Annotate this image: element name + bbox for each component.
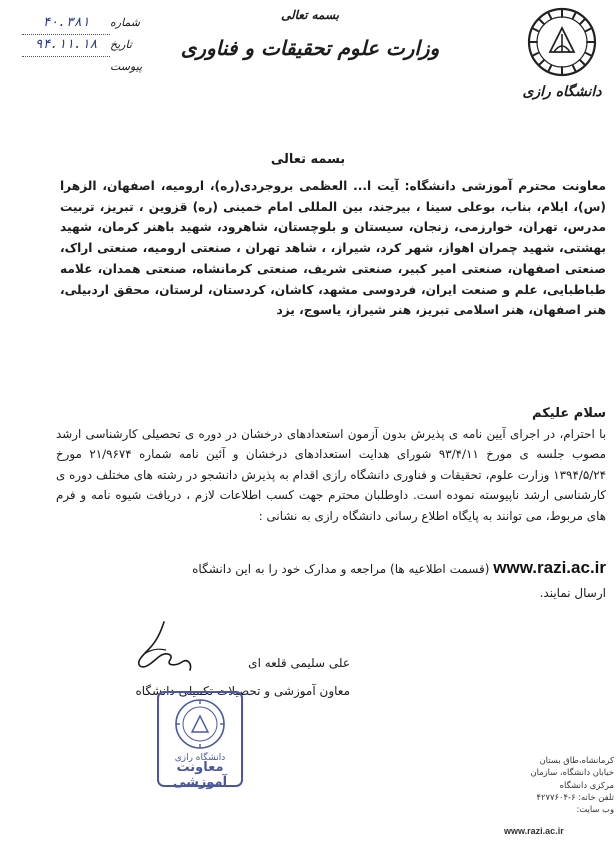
letter-body: با احترام، در اجرای آیین نامه ی پذیرش بدون آزمون استعدادهای درخشان در دوره ی تحصیلی کارشناسی ارشد مصوب جلسه ی مورخ ۹۳/۴/۱۱ شورای هدایت استعدادهای درخشان و آئین نامه شماره ۲۱/۹۶۷۴ مورخ ۱۳۹۴/۵/۲۴ وزارت علوم، تحقیقات و فناوری دانشگاه رازی اقدام به پذیرش دانشجو در رشته های مختلف دوره ی کارشناسی ارشد ناپیوسته نموده است. داوطلبان محترم جهت کسب اطلاعات لازم ، دریافت شیوه نامه و فرم های مربوط، می توانند به پایگاه اطلاع رسانی دانشگاه رازی به نشانی :	[56, 427, 606, 523]
letter-link-suffix: (قسمت اطلاعیه ها) مراجعه و مدارک خود را به این دانشگاه	[192, 562, 490, 576]
university-website-link[interactable]: www.razi.ac.ir	[493, 558, 606, 577]
ministry-name: وزارت علوم تحقیقات و فناوری	[180, 36, 440, 60]
letter-attachment	[22, 56, 110, 57]
letter-meta	[22, 12, 142, 78]
letter-attachment-label: پیوست	[110, 60, 143, 73]
letter-number: ۴۰.۳۸۱	[22, 12, 110, 35]
university-name: دانشگاه رازی	[522, 84, 602, 100]
letter-recipients: معاونت محترم آموزشی دانشگاه: آیت ا... العظمی بروجردی(ره)، ارومیه، اصفهان، الزهرا (س)، ایلام، بناب، بوعلی سینا ، بیرجند، بین المللی امام خمینی (ره) قزوین ، تبریز، تربیت مدرس، تهران، خوارزمی، زنجان، سیستان و بلوچستان، شاهرود، شهید باهنر کرمان، شهید بهشتی، شهید چمران اهواز، شهر کرد، شیراز، ، شاهد تهران ، صنعتی ارومیه، صنعتی اراک، صنعتی اصفهان، صنعتی امیر کبیر، صنعتی شریف، صنعتی کرمانشاه، صنعتی همدان، علامه طباطبایی، علم و صنعت ایران، فردوسی مشهد، کاشان، کردستان، لرستان، محقق اردبیلی، هنر اصفهان، هنر اسلامی تبریز، هنر شیراز، یاسوج، یزد	[60, 179, 606, 318]
letter-heading: بسمه تعالی	[270, 152, 346, 167]
signer-name: علی سلیمی قلعه ای	[248, 656, 350, 670]
university-branding	[520, 6, 604, 110]
footer-website[interactable]: www.razi.ac.ir	[504, 826, 564, 837]
letter-number-label: شماره	[110, 16, 141, 29]
letter-date-label: تاریخ	[110, 38, 132, 51]
signer-title: معاون آموزشی و تحصیلات تکمیلی دانشگاه	[135, 684, 350, 698]
stamp-label: معاونت آموزشی	[172, 760, 228, 790]
letter-link-line	[56, 555, 606, 582]
university-logo-icon	[526, 6, 598, 78]
footer-address	[504, 754, 614, 838]
meta-number-row	[22, 12, 142, 34]
footer-line: خیابان دانشگاه، سازمان	[530, 767, 614, 778]
footer-web-label: وب سایت:	[576, 804, 614, 815]
footer-line: کرمانشاه،طاق بستان	[539, 755, 614, 765]
footer-line: مرکزی دانشگاه	[559, 779, 614, 790]
meta-attachment-row	[22, 56, 142, 78]
letterhead	[180, 8, 440, 60]
letterhead-bismillah: بسمه تعالی	[280, 8, 340, 22]
letter-greeting: سلام علیکم	[532, 406, 606, 421]
footer-phone: تلفن خانه: ۶-۴۲۷۷۶۰۴	[536, 791, 614, 802]
handwritten-signature	[130, 620, 210, 680]
stamp-university: دانشگاه رازی	[174, 753, 226, 763]
letter-closing: ارسال نمایند.	[539, 586, 606, 600]
meta-date-row	[22, 34, 142, 56]
letter-date: ۹۴.۱۱.۱۸	[22, 34, 110, 57]
